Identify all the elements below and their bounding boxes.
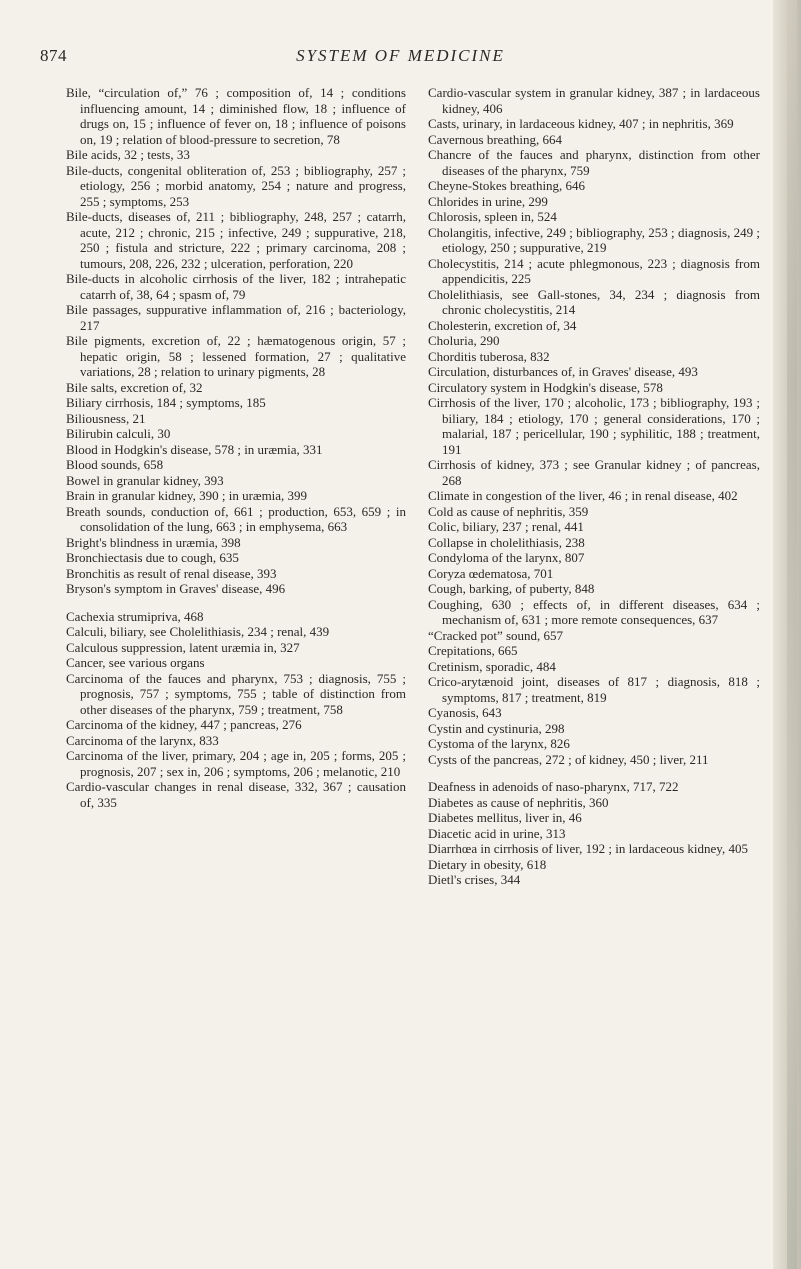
index-entry: Cold as cause of nephritis, 359	[428, 503, 589, 519]
page-number: 874	[40, 46, 67, 65]
index-entry: Cholecystitis, 214 ; acute phlegmonous, 223 ; diagnosis from appendicitis, 225	[428, 255, 760, 286]
index-entry: Deafness in adenoids of naso-pharynx, 717, 722	[428, 779, 679, 794]
index-entry: Coughing, 630 ; effects of, in different diseases, 634 ; mechanism of, 631 ; more remote consequences, 637	[428, 596, 760, 627]
index-entry: Crico-arytænoid joint, diseases of 817 ; diagnosis, 818 ; symptoms, 817 ; treatment, 819	[428, 674, 760, 705]
index-entry: Biliary cirrhosis, 184 ; symptoms, 185	[66, 395, 266, 410]
index-entry: Cysts of the pancreas, 272 ; of kidney, 450 ; liver, 211	[428, 751, 709, 767]
page-header	[0, 46, 801, 76]
index-entry: Dietary in obesity, 618	[428, 856, 547, 872]
index-entry: Bronchitis as result of renal disease, 393	[66, 565, 277, 581]
index-entry: Cachexia strumipriva, 468	[66, 608, 204, 624]
page-edge	[773, 0, 801, 1269]
index-entry: Chancre of the fauces and pharynx, distinction from other diseases of the pharynx, 759	[428, 147, 760, 178]
index-entry: Diabetes mellitus, liver in, 46	[428, 810, 582, 825]
index-entry: Bright's blindness in uræmia, 398	[66, 534, 241, 550]
index-entry: Cyanosis, 643	[428, 705, 502, 720]
index-entry: Cystin and cystinuria, 298	[428, 720, 565, 736]
index-entry: Choluria, 290	[428, 333, 500, 348]
index-entry: Cancer, see various organs	[66, 655, 205, 670]
index-entry: Blood sounds, 658	[66, 457, 164, 472]
index-column-right	[428, 85, 760, 888]
index-entry: Biliousness, 21	[66, 410, 146, 426]
index-entry: Colic, biliary, 237 ; renal, 441	[428, 519, 584, 534]
index-entry: Carcinoma of the fauces and pharynx, 753 ; diagnosis, 755 ; prognosis, 757 ; symptoms, 755 ; table of distinction from other diseases of the pharynx, 759 ; treatment, 758	[66, 670, 406, 717]
index-entry: Cardio-vascular system in granular kidney, 387 ; in lardaceous kidney, 406	[428, 85, 760, 116]
index-entry: Diabetes as cause of nephritis, 360	[428, 794, 609, 810]
index-entry: Carcinoma of the larynx, 833	[66, 732, 219, 748]
index-entry: Brain in granular kidney, 390 ; in uræmia, 399	[66, 488, 308, 503]
index-entry: Cystoma of the larynx, 826	[428, 736, 570, 751]
index-entry: Cavernous breathing, 664	[428, 131, 562, 147]
index-entry: Breath sounds, conduction of, 661 ; production, 653, 659 ; in consolidation of the lung, 663 ; in emphysema, 663	[66, 503, 406, 534]
index-entry: Bile salts, excretion of, 32	[66, 379, 203, 395]
index-entry: Cheyne-Stokes breathing, 646	[428, 178, 586, 193]
index-entry: Cholangitis, infective, 249 ; bibliography, 253 ; diagnosis, 249 ; etiology, 250 ; suppurative, 219	[428, 224, 760, 255]
index-entry: Condyloma of the larynx, 807	[428, 550, 585, 565]
section-gap	[66, 597, 406, 609]
running-head: SYSTEM OF MEDICINE	[296, 46, 505, 65]
index-entry: Blood in Hodgkin's disease, 578 ; in uræmia, 331	[66, 441, 323, 457]
index-entry: Circulatory system in Hodgkin's disease, 578	[428, 379, 663, 395]
index-entry: Bile passages, suppurative inflammation of, 216 ; bacteriology, 217	[66, 302, 406, 333]
index-entry: Carcinoma of the liver, primary, 204 ; age in, 205 ; forms, 205 ; prognosis, 207 ; sex in, 206 ; symptoms, 206 ; melanotic, 210	[66, 748, 406, 779]
index-entry: Crepitations, 665	[428, 643, 518, 658]
index-entry: Cough, barking, of puberty, 848	[428, 581, 595, 596]
index-entry: Calculi, biliary, see Cholelithiasis, 234 ; renal, 439	[66, 624, 330, 639]
index-entry: Climate in congestion of the liver, 46 ; in renal disease, 402	[428, 488, 738, 503]
index-entry: Bile, “circulation of,” 76 ; composition of, 14 ; conditions influencing amount, 14 ; diminished flow, 18 ; influence of drugs on, 15 ; influence of fever on, 18 ; influence of poisons on, 19 ; relation of blood-pressure to secretion, 78	[66, 85, 406, 147]
index-entry: Circulation, disturbances of, in Graves' disease, 493	[428, 364, 698, 379]
index-column-left	[66, 85, 406, 810]
index-entry: Chorditis tuberosa, 832	[428, 348, 550, 364]
index-entry: Cholesterin, excretion of, 34	[428, 317, 577, 333]
index-entry: Diacetic acid in urine, 313	[428, 825, 566, 841]
index-entry: Bile-ducts in alcoholic cirrhosis of the liver, 182 ; intrahepatic catarrh of, 38, 64 ; spasm of, 79	[66, 271, 406, 302]
index-entry: Casts, urinary, in lardaceous kidney, 407 ; in nephritis, 369	[428, 116, 734, 131]
index-entry: Chlorides in urine, 299	[428, 193, 548, 209]
index-entry: Bile-ducts, diseases of, 211 ; bibliography, 248, 257 ; catarrh, acute, 212 ; chronic, 215 ; infective, 249 ; suppurative, 218, 250 ; fistula and stricture, 222 ; primary carcinoma, 208 ; tumours, 208, 226, 232 ; ulceration, perforation, 220	[66, 209, 406, 271]
index-entry: Dietl's crises, 344	[428, 872, 521, 887]
index-entry: Calculous suppression, latent uræmia in, 327	[66, 639, 300, 655]
index-entry: Bowel in granular kidney, 393	[66, 472, 224, 488]
index-entry: Collapse in cholelithiasis, 238	[428, 534, 585, 550]
index-entry: Cirrhosis of the liver, 170 ; alcoholic, 173 ; bibliography, 193 ; biliary, 184 ; etiology, 170 ; general considerations, 170 ; malarial, 187 ; pericellular, 190 ; syphilitic, 188 ; treatment, 191	[428, 395, 760, 457]
section-gap	[428, 767, 760, 779]
index-entry: Diarrhœa in cirrhosis of liver, 192 ; in lardaceous kidney, 405	[428, 841, 748, 856]
page-edge-shade	[787, 0, 797, 1269]
index-entry: “Cracked pot” sound, 657	[428, 627, 564, 643]
index-entry: Bilirubin calculi, 30	[66, 426, 171, 441]
index-entry: Bile-ducts, congenital obliteration of, 253 ; bibliography, 257 ; etiology, 256 ; morbid anatomy, 254 ; nature and progress, 255 ; symptoms, 253	[66, 162, 406, 209]
index-entry: Chlorosis, spleen in, 524	[428, 209, 557, 224]
index-entry: Bile acids, 32 ; tests, 33	[66, 147, 190, 162]
index-entry: Bile pigments, excretion of, 22 ; hæmatogenous origin, 57 ; hepatic origin, 58 ; lessened formation, 27 ; qualitative variations, 28 ; relation to urinary pigments, 28	[66, 333, 406, 379]
index-entry: Coryza œdematosa, 701	[428, 565, 554, 581]
index-entry: Cretinism, sporadic, 484	[428, 658, 556, 674]
index-entry: Cirrhosis of kidney, 373 ; see Granular kidney ; of pancreas, 268	[428, 457, 760, 488]
index-entry: Bronchiectasis due to cough, 635	[66, 550, 239, 565]
index-entry: Cholelithiasis, see Gall-stones, 34, 234 ; diagnosis from chronic cholecystitis, 214	[428, 286, 760, 317]
index-entry: Cardio-vascular changes in renal disease, 332, 367 ; causation of, 335	[66, 779, 406, 810]
index-entry: Bryson's symptom in Graves' disease, 496	[66, 581, 286, 596]
index-entry: Carcinoma of the kidney, 447 ; pancreas, 276	[66, 717, 302, 732]
